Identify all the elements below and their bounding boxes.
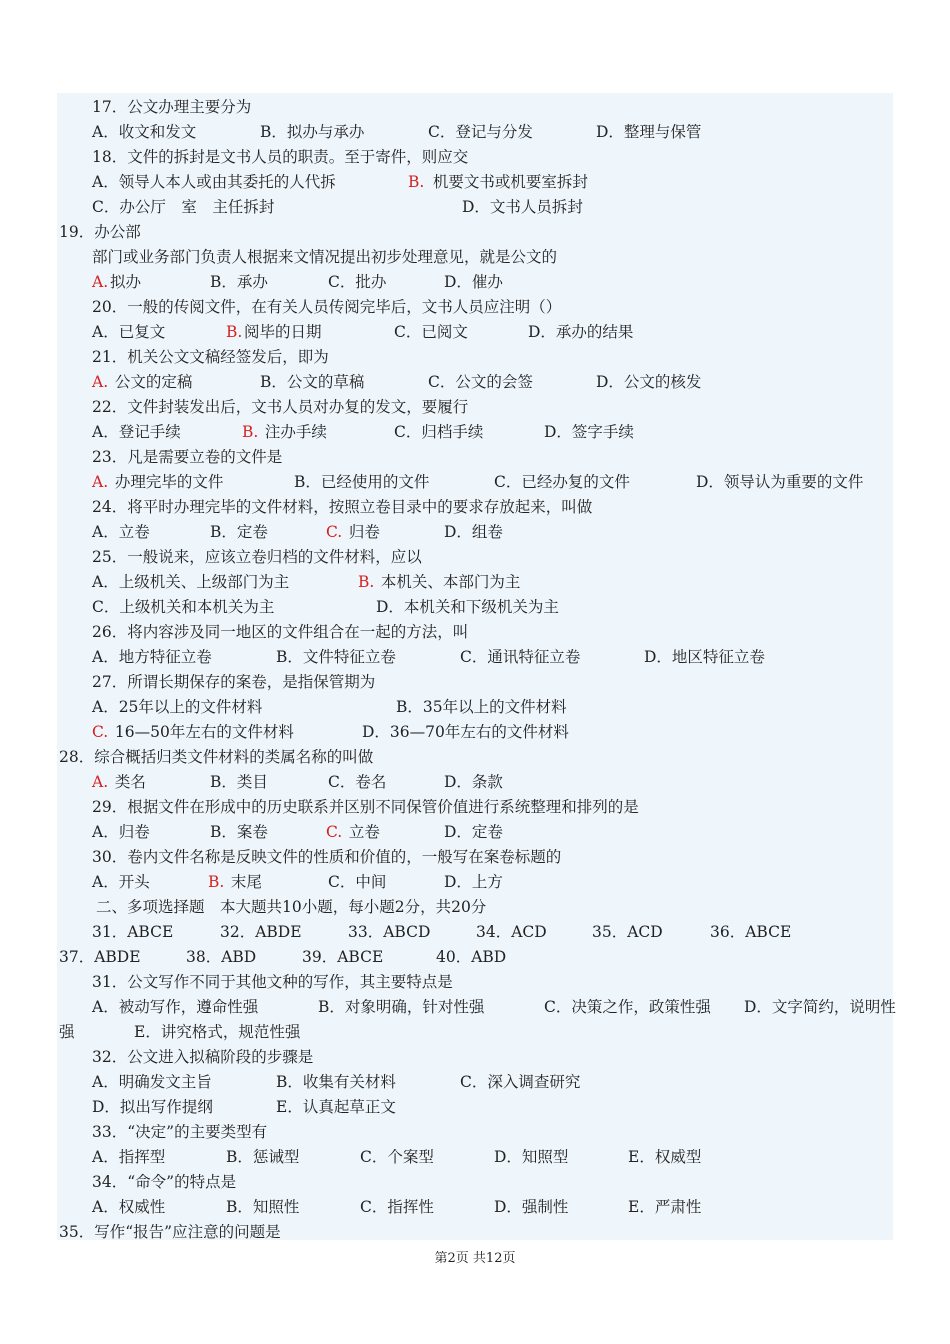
- text-segment: A．已复文: [92, 323, 166, 341]
- text-line: [0, 247, 950, 269]
- text-segment: C．归档手续: [394, 423, 484, 441]
- text-line: [0, 397, 950, 419]
- text-segment: 35．ACD: [592, 923, 663, 941]
- text-segment: E．严肃性: [628, 1198, 702, 1216]
- text-line: [0, 1097, 950, 1119]
- text-segment: D．36—70年左右的文件材料: [362, 723, 569, 741]
- text-segment: 注办手续: [260, 423, 327, 441]
- text-segment: A．归卷: [92, 823, 150, 841]
- text-line: [0, 372, 950, 394]
- text-line: [0, 1122, 950, 1144]
- text-segment: B．对象明确，针对性强: [318, 998, 485, 1016]
- text-line: [0, 272, 950, 294]
- text-segment: A．登记手续: [92, 423, 181, 441]
- text-line: [0, 297, 950, 319]
- text-line: [0, 1197, 950, 1219]
- answer-marker: B.: [208, 873, 225, 891]
- answer-marker: B.: [226, 323, 243, 341]
- text-segment: A．指挥型: [92, 1148, 166, 1166]
- text-segment: 强: [59, 1023, 75, 1041]
- text-line: [0, 422, 950, 444]
- text-segment: 部门或业务部门负责人根据来文情况提出初步处理意见，就是公文的: [92, 248, 558, 266]
- text-segment: 19．办公部: [59, 223, 141, 241]
- text-segment: 22．文件封装发出后，文书人员对办复的发文，要履行: [92, 398, 469, 416]
- text-segment: D．领导认为重要的文件: [696, 473, 864, 491]
- text-segment: B．承办: [210, 273, 268, 291]
- text-segment: 16—50年左右的文件材料: [110, 723, 294, 741]
- text-segment: 27．所谓长期保存的案卷，是指保管期为: [92, 673, 376, 691]
- text-line: [0, 347, 950, 369]
- text-segment: C．卷名: [328, 773, 387, 791]
- text-segment: 机要文书或机要室拆封: [428, 173, 588, 191]
- text-segment: 40．ABD: [436, 948, 507, 966]
- text-segment: D．强制性: [494, 1198, 569, 1216]
- text-line: [0, 772, 950, 794]
- text-segment: 21．机关公文文稿经签发后，即为: [92, 348, 329, 366]
- text-segment: 二、多项选择题 本大题共10小题，每小题2分，共20分: [96, 898, 487, 916]
- text-segment: D．知照型: [494, 1148, 569, 1166]
- text-segment: D．签字手续: [544, 423, 634, 441]
- text-line: [0, 472, 950, 494]
- text-line: [0, 597, 950, 619]
- text-line: [0, 572, 950, 594]
- text-line: [0, 822, 950, 844]
- text-segment: D．催办: [444, 273, 503, 291]
- text-segment: 17．公文办理主要分为: [92, 98, 252, 116]
- text-segment: 28．综合概括归类文件材料的类属名称的叫做: [59, 748, 374, 766]
- text-segment: D．本机关和下级机关为主: [376, 598, 559, 616]
- text-segment: A．被动写作，遵命性强: [92, 998, 259, 1016]
- text-line: [0, 947, 950, 969]
- text-segment: 37．ABDE: [59, 948, 141, 966]
- text-segment: A．立卷: [92, 523, 150, 541]
- text-line: [0, 722, 950, 744]
- answer-marker: A.: [92, 373, 109, 391]
- text-segment: A．25年以上的文件材料: [92, 698, 263, 716]
- text-segment: D．公文的核发: [596, 373, 702, 391]
- text-segment: A．明确发文主旨: [92, 1073, 212, 1091]
- answer-marker: B.: [408, 173, 425, 191]
- text-segment: C．指挥性: [360, 1198, 434, 1216]
- text-segment: 38．ABD: [186, 948, 257, 966]
- text-line: [0, 322, 950, 344]
- text-segment: 33．“决定”的主要类型有: [92, 1123, 268, 1141]
- text-segment: B．定卷: [210, 523, 268, 541]
- text-segment: 本机关、本部门为主: [376, 573, 521, 591]
- text-segment: C．批办: [328, 273, 387, 291]
- text-line: [0, 972, 950, 994]
- text-segment: B．惩诫型: [226, 1148, 300, 1166]
- text-segment: 拟办: [110, 273, 142, 291]
- text-segment: 31．ABCE: [92, 923, 174, 941]
- text-line: [0, 1072, 950, 1094]
- text-line: [0, 1222, 950, 1244]
- text-segment: C．深入调查研究: [460, 1073, 581, 1091]
- text-segment: 36．ABCE: [710, 923, 792, 941]
- text-segment: 阅毕的日期: [244, 323, 322, 341]
- text-segment: A．地方特征立卷: [92, 648, 212, 666]
- text-segment: 34．“命令”的特点是: [92, 1173, 237, 1191]
- text-segment: 公文的定稿: [110, 373, 193, 391]
- answer-marker: C.: [92, 723, 109, 741]
- text-line: [0, 447, 950, 469]
- page-footer: 第2页 共12页: [434, 1251, 516, 1266]
- text-segment: C．中间: [328, 873, 387, 891]
- text-segment: B．案卷: [210, 823, 268, 841]
- text-segment: C．通讯特征立卷: [460, 648, 581, 666]
- text-line: [0, 922, 950, 944]
- text-segment: A．领导人本人或由其委托的人代拆: [92, 173, 336, 191]
- text-segment: 39．ABCE: [302, 948, 384, 966]
- text-segment: 26．将内容涉及同一地区的文件组合在一起的方法，叫: [92, 623, 469, 641]
- text-segment: B．文件特征立卷: [276, 648, 396, 666]
- text-segment: B．35年以上的文件材料: [396, 698, 567, 716]
- text-line: [0, 672, 950, 694]
- text-line: [0, 522, 950, 544]
- text-line: [0, 1022, 950, 1044]
- text-segment: 34．ACD: [476, 923, 547, 941]
- text-segment: A．上级机关、上级部门为主: [92, 573, 290, 591]
- text-segment: D．地区特征立卷: [644, 648, 765, 666]
- text-line: [0, 97, 950, 119]
- text-segment: 31．公文写作不同于其他文种的写作，其主要特点是: [92, 973, 453, 991]
- text-segment: D．文书人员拆封: [462, 198, 583, 216]
- text-segment: C．已经办复的文件: [494, 473, 630, 491]
- text-segment: B．知照性: [226, 1198, 300, 1216]
- text-segment: C．已阅文: [394, 323, 468, 341]
- text-segment: C．决策之作，政策性强: [544, 998, 711, 1016]
- text-segment: C．上级机关和本机关为主: [92, 598, 275, 616]
- text-segment: 20．一般的传阅文件，在有关人员传阅完毕后，文书人员应注明（）: [92, 298, 562, 316]
- text-line: [0, 622, 950, 644]
- text-line: [0, 997, 950, 1019]
- text-segment: C．办公厅 室 主任拆封: [92, 198, 275, 216]
- text-line: [0, 172, 950, 194]
- text-segment: B．已经使用的文件: [294, 473, 430, 491]
- text-line: [0, 197, 950, 219]
- text-line: [0, 1047, 950, 1069]
- text-segment: D．文字简约，说明性: [744, 998, 896, 1016]
- text-segment: A．开头: [92, 873, 150, 891]
- text-segment: E．权威型: [628, 1148, 702, 1166]
- text-segment: B．收集有关材料: [276, 1073, 396, 1091]
- text-segment: B．类目: [210, 773, 268, 791]
- text-line: [0, 897, 950, 919]
- text-line: [0, 122, 950, 144]
- text-segment: 末尾: [226, 873, 262, 891]
- text-segment: 32．公文进入拟稿阶段的步骤是: [92, 1048, 314, 1066]
- answer-marker: C.: [326, 523, 343, 541]
- text-segment: 23．凡是需要立卷的文件是: [92, 448, 283, 466]
- answer-marker: C.: [326, 823, 343, 841]
- text-line: [0, 1147, 950, 1169]
- text-segment: D．条款: [444, 773, 503, 791]
- text-line: [0, 547, 950, 569]
- text-segment: E．认真起草正文: [276, 1098, 396, 1116]
- text-line: [0, 872, 950, 894]
- text-segment: D．上方: [444, 873, 503, 891]
- text-segment: 归卷: [344, 523, 380, 541]
- text-segment: 办理完毕的文件: [110, 473, 224, 491]
- text-segment: D．承办的结果: [528, 323, 634, 341]
- text-segment: 类名: [110, 773, 146, 791]
- text-line: [0, 147, 950, 169]
- text-segment: B．拟办与承办: [260, 123, 365, 141]
- text-segment: D．整理与保管: [596, 123, 702, 141]
- text-segment: 24．将平时办理完毕的文件材料，按照立卷目录中的要求存放起来，叫做: [92, 498, 593, 516]
- text-segment: C．个案型: [360, 1148, 434, 1166]
- answer-marker: B.: [358, 573, 375, 591]
- text-segment: 32．ABDE: [220, 923, 302, 941]
- text-line: [0, 797, 950, 819]
- text-line: [0, 847, 950, 869]
- text-line: [0, 222, 950, 244]
- answer-marker: A.: [92, 473, 109, 491]
- text-segment: 29．根据文件在形成中的历史联系并区别不同保管价值进行系统整理和排列的是: [92, 798, 639, 816]
- text-segment: D．拟出写作提纲: [92, 1098, 213, 1116]
- answer-marker: A.: [92, 273, 109, 291]
- answer-marker: B.: [242, 423, 259, 441]
- text-line: [0, 497, 950, 519]
- text-segment: D．组卷: [444, 523, 503, 541]
- text-segment: 18．文件的拆封是文书人员的职责。至于寄件，则应交: [92, 148, 469, 166]
- text-segment: 33．ABCD: [348, 923, 431, 941]
- text-segment: 立卷: [344, 823, 380, 841]
- text-segment: 35．写作“报告”应注意的问题是: [59, 1223, 281, 1241]
- text-segment: 30．卷内文件名称是反映文件的性质和价值的，一般写在案卷标题的: [92, 848, 562, 866]
- text-line: [0, 747, 950, 769]
- answer-marker: A.: [92, 773, 109, 791]
- text-segment: A．收文和发文: [92, 123, 197, 141]
- text-segment: C．公文的会签: [428, 373, 533, 391]
- text-segment: A．权威性: [92, 1198, 166, 1216]
- text-line: [0, 1172, 950, 1194]
- text-line: [0, 697, 950, 719]
- text-line: [0, 647, 950, 669]
- text-segment: B．公文的草稿: [260, 373, 365, 391]
- text-segment: D．定卷: [444, 823, 503, 841]
- text-segment: 25．一般说来，应该立卷归档的文件材料，应以: [92, 548, 422, 566]
- text-segment: E．讲究格式，规范性强: [134, 1023, 301, 1041]
- text-segment: C．登记与分发: [428, 123, 533, 141]
